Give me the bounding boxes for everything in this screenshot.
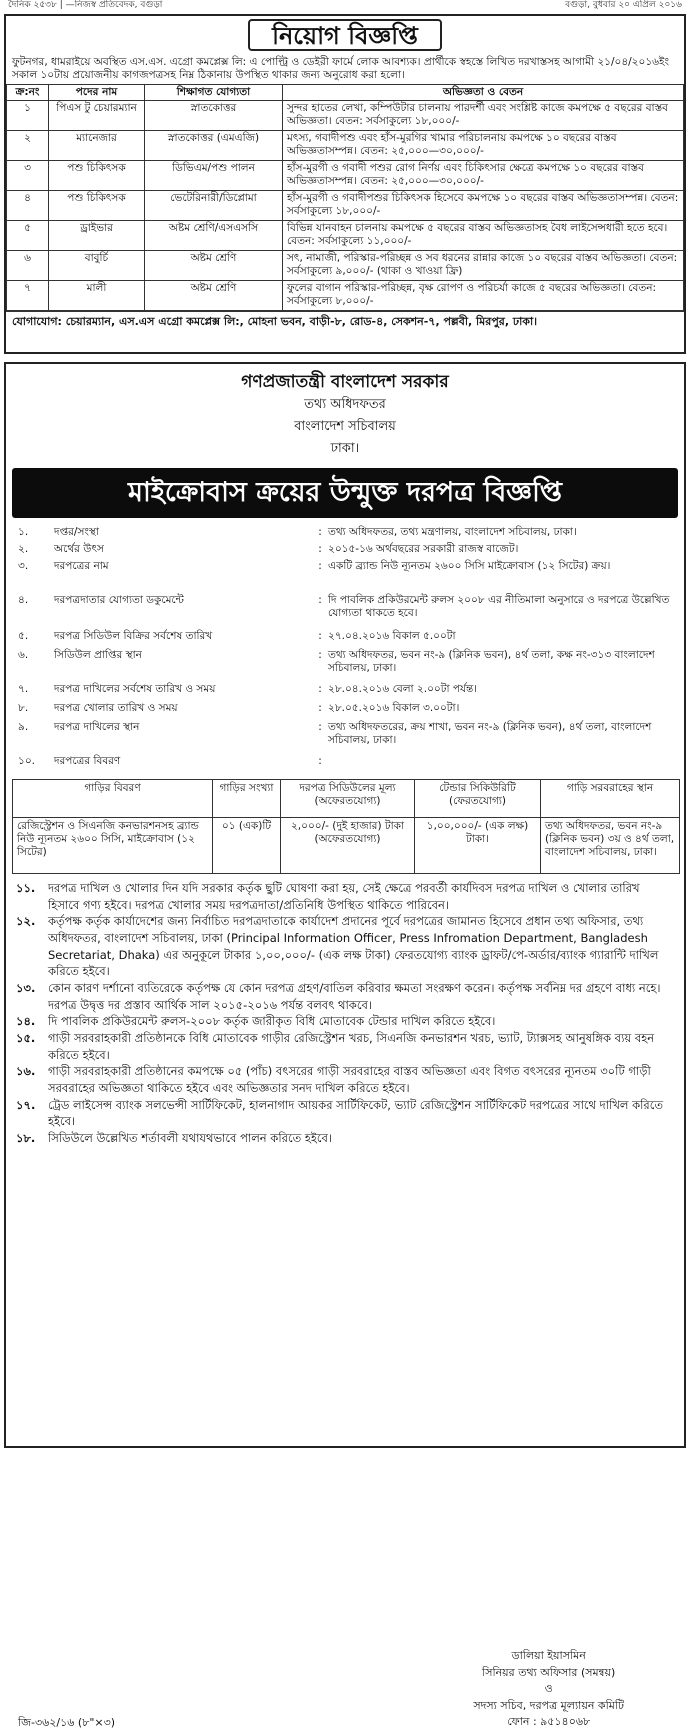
govt-name: গণপ্রজাতন্ত্রী বাংলাদেশ সরকার xyxy=(241,372,449,392)
job-experience: ফুলের বাগান পরিস্কার-পরিচ্ছন্ন, বৃক্ষ রোপণ ও পরিচর্যা কাজে ৫ বছরের অভিজ্ঞতা। বেতন: সর্বসাকুল্যে ৮,০০০/- xyxy=(283,281,684,311)
tender-info-label: দরপত্র দাখিলের স্থান xyxy=(54,721,140,733)
recruitment-title: নিয়োগ বিজ্ঞপ্তি xyxy=(248,19,442,51)
vehicle-header-count: গাড়ির সংখ্যা xyxy=(213,780,281,818)
tender-info-row xyxy=(18,702,672,721)
tender-term-num: ১৭. xyxy=(16,1097,36,1112)
vehicle-header-row xyxy=(13,780,680,818)
job-serial: ২ xyxy=(7,131,49,161)
tender-term-text: গাড়ী সরবরাহকারী প্রতিষ্ঠানকে বিধি মোতাবেক গাড়ীর রেজিস্ট্রেশন খরচ, সিএনজি কনভারশন খরচ, ভ্যাট, ট্যাক্সসহ আনুষঙ্গিক ব্যয় বহন করিতে হইবে। xyxy=(48,1031,655,1062)
jobs-header-qualification: শিক্ষাগত যোগ্যতা xyxy=(145,85,283,101)
top-strip xyxy=(0,0,690,14)
job-post: বাবুর্চি xyxy=(49,251,145,281)
job-qualification: অষ্টম শ্রেণি/এসএসসি xyxy=(145,221,283,251)
tender-info-num: ১. xyxy=(18,526,29,538)
tender-info-row xyxy=(18,721,672,755)
tender-info-row xyxy=(18,630,672,649)
tender-banner: মাইক্রোবাস ক্রয়ের উন্মুক্ত দরপত্র বিজ্ঞপ্তি xyxy=(12,468,678,518)
tender-term-text: ট্রেড লাইসেন্স ব্যাংক সলভেন্সী সার্টিফিকেট, হালনাগাদ আয়কর সার্টিফিকেট, ভ্যাট রেজিস্ট্রেশন সার্টিফিকেট দরপত্রের সাথে দাখিল করিতে হইবে। xyxy=(48,1097,664,1129)
top-strip-left: দৈনিক ২৫৩৮ | —নিজস্ব প্রতিবেদক, বগুড়া xyxy=(8,0,163,10)
job-serial: ৪ xyxy=(7,191,49,221)
tender-info-value xyxy=(328,755,672,775)
tender-term-text: সিডিউলে উল্লেখিত শর্তাবলী যথাযথভাবে পালন করিতে হইবে। xyxy=(48,1131,333,1146)
jobs-row xyxy=(7,161,684,191)
job-post: ড্রাইভার xyxy=(49,221,145,251)
tender-info-label: দপ্তর/সংস্থা xyxy=(54,526,99,538)
tender-info-num: ৯. xyxy=(18,721,29,733)
jobs-row xyxy=(7,251,684,281)
tender-info-colon: : xyxy=(318,683,322,695)
tender-term-text: দি পাবলিক প্রকিউরমেন্ট রুলস-২০০৮ কর্তৃক জারীকৃত বিধি মোতাবেক টেন্ডার দাখিল করিতে হইবে। xyxy=(48,1014,496,1029)
tender-info-num: ৬. xyxy=(18,649,29,661)
tender-info-row xyxy=(18,560,672,594)
job-serial: ৩ xyxy=(7,161,49,191)
tender-info-row xyxy=(18,543,672,560)
tender-info-label: সিডিউল প্রাপ্তির স্থান xyxy=(54,649,142,661)
vehicle-schedule-price: ২,০০০/- (দুই হাজার) টাকা (অফেরতযোগ্য) xyxy=(281,818,415,874)
jobs-row xyxy=(7,131,684,161)
jobs-row xyxy=(7,281,684,311)
tender-info-row xyxy=(18,755,672,775)
jobs-row xyxy=(7,191,684,221)
tender-info-row xyxy=(18,594,672,630)
job-experience: বিভিন্ন যানবাহন চালনায় কমপক্ষে ৫ বছরের বাস্তব অভিজ্ঞতাসহ বৈধ লাইসেন্সধারী হতে হবে। বেতন: সর্বসাকুল্যে ১১,০০০/- xyxy=(283,221,684,251)
tender-info-num: ৩. xyxy=(18,560,29,572)
signatory-name: ডালিয়া ইয়াসমিন xyxy=(511,1649,586,1662)
job-experience: হাঁস-মুরগী ও গবাদী পশুর রোগ নির্ণয় এবং চিকিৎসার ক্ষেত্রে কমপক্ষে ১০ বছরের বাস্তব অভিজ্ঞতাসম্পন্ন। বেতন: ২৫,০০০—৩০,০০০/- xyxy=(283,161,684,191)
tender-info-row xyxy=(18,683,672,702)
jobs-header-row xyxy=(7,85,684,101)
signatory-committee: সদস্য সচিব, দরপত্র মূল্যায়ন কমিটি xyxy=(473,1698,624,1712)
job-experience: সুন্দর হাতের লেখা, কম্পিউটার চালনায় পারদর্শী এবং সংশ্লিষ্ট কাজে কমপক্ষে ৫ বছরের বাস্তব অভিজ্ঞতা। বেতন: সর্বসাকুল্যে ১৮,০০০/- xyxy=(283,101,684,131)
jobs-header-serial: ক্র:নং xyxy=(7,85,49,101)
jobs-body xyxy=(7,101,684,311)
job-serial: ১ xyxy=(7,101,49,131)
vehicle-header-schedule-price: দরপত্র সিডিউলের মূল্য (অফেরতযোগ্য) xyxy=(281,780,415,818)
tender-ad xyxy=(4,362,686,1729)
tender-header xyxy=(6,364,684,468)
signatory-phone: ফোন : ৯৫১৪০৬৮ xyxy=(507,1715,591,1728)
tender-info-value: ২০১৫-১৬ অর্থবছরের সরকারী রাজস্ব বাজেট। xyxy=(328,543,519,555)
tender-info-label: দরপত্র সিডিউল বিক্রির সর্বশেষ তারিখ xyxy=(54,630,213,642)
tender-info-row xyxy=(18,526,672,543)
vehicle-row xyxy=(13,818,680,874)
tender-terms-list xyxy=(6,874,684,1147)
job-post: পশু চিকিৎসক xyxy=(49,161,145,191)
jobs-row xyxy=(7,101,684,131)
tender-term-text: দরপত্র দাখিল ও খোলার দিন যদি সরকার কর্তৃক ছুটি ঘোষণা করা হয়, সেই ক্ষেত্রে পরবর্তী কার্যদিবস দরপত্র দাখিল ও খোলার তারিখ হিসাবে গণ্য হইবে। দরপত্র খোলার সময় দরপত্রদাতা/প্রতিনিধি উপস্থিত থাকিতে পারিবেন। xyxy=(48,881,640,912)
signatory-and: ও xyxy=(544,1682,553,1695)
tender-term-num: ১৬. xyxy=(16,1064,36,1079)
vehicle-header-delivery: গাড়ি সরবরাহের স্থান xyxy=(541,780,680,818)
vehicle-count: ০১ (এক)টি xyxy=(213,818,281,874)
tender-info-num: ৫. xyxy=(18,630,29,642)
tender-info-colon: : xyxy=(318,649,322,661)
recruitment-ad xyxy=(4,14,686,354)
tender-info-colon: : xyxy=(318,630,322,642)
jobs-header-post: পদের নাম xyxy=(49,85,145,101)
city-name: ঢাকা। xyxy=(330,441,360,456)
tender-info-colon: : xyxy=(318,526,322,538)
tender-term xyxy=(16,980,674,1013)
tender-term xyxy=(16,1130,674,1147)
tender-info-list xyxy=(6,518,684,775)
tender-term-text: কোন কারণ দর্শানো ব্যতিরেকে কর্তৃপক্ষ যে কোন দরপত্র গ্রহণ/বাতিল করিবার ক্ষমতা সংরক্ষণ করেন। কর্তৃপক্ষ সর্বনিম্ন দর গ্রহণে বাধ্য নহে। দরপত্র উদ্বৃত্ত দর প্রস্তাব আর্থিক সাল ২০১৫-২০১৬ পর্যন্ত বলবৎ থাকবে। xyxy=(48,981,661,1012)
recruitment-title-wrap xyxy=(6,16,684,54)
job-qualification: স্নাতকোত্তর xyxy=(145,101,283,131)
tender-info-value: দি পাবলিক প্রকিউরমেন্ট রুলস ২০০৮ এর নীতিমালা অনুসারে ও দরপত্রে উল্লেখিত যোগ্যতা থাকতে হবে। xyxy=(328,594,670,620)
tender-term-text: কর্তৃপক্ষ কর্তৃক কার্যাদেশের জন্য নির্বাচিত দরপত্রদাতাকে কার্যাদেশ প্রদানের পূর্বে দরপত্রের জামানত হিসেবে প্রধান তথ্য অফিসার, তথ্য অধিদফতর, বাংলাদেশ সচিবালয়, ঢাকা (Principal Information Officer, Press Infromation Department, Bangladesh Secretariat, Dhaka) এর অনুকূলে টাকার ১,০০,০০০/- (এক লক্ষ টাকা) ফেরতযোগ্য ব্যাংক ড্রাফট/পে-অর্ডার/ব্যাংক গ্যারান্টি দাখিল করিতে হইবে। xyxy=(48,914,659,979)
vehicle-table xyxy=(12,779,680,874)
tender-info-value: একটি ব্র্যান্ড নিউ ন্যূনতম ২৬০০ সিসি মাইক্রোবাস (১২ সিটের) ক্রয়। xyxy=(328,560,611,572)
vehicle-header-security: টেন্ডার সিকিউরিটি (ফেরতযোগ্য) xyxy=(415,780,541,818)
tender-info-value: তথ্য অধিদফতরের, ক্রয় শাখা, ভবন নং-৯ (ক্লিনিক ভবন), ৪র্থ তলা, বাংলাদেশ সচিবালয়, ঢাকা। xyxy=(328,721,652,747)
tender-info-colon: : xyxy=(318,560,322,572)
job-post: পশু চিকিৎসক xyxy=(49,191,145,221)
tender-info-num: ৮. xyxy=(18,702,29,714)
job-serial: ৭ xyxy=(7,281,49,311)
tender-term-num: ১৮. xyxy=(16,1131,36,1146)
job-post: ম্যানেজার xyxy=(49,131,145,161)
vehicle-security: ১,০০,০০০/- (এক লক্ষ) টাকা। xyxy=(415,818,541,874)
jobs-header-experience: অভিজ্ঞতা ও বেতন xyxy=(283,85,684,101)
job-serial: ৬ xyxy=(7,251,49,281)
tender-term-num: ১১. xyxy=(16,881,36,895)
tender-term xyxy=(16,913,674,980)
tender-info-label: দরপত্র খোলার তারিখ ও সময় xyxy=(54,702,178,714)
tender-info-row xyxy=(18,649,672,683)
tender-term-num: ১৩. xyxy=(16,981,36,996)
tender-info-label: দরপত্রের বিবরণ xyxy=(54,755,121,767)
tender-info-value: তথ্য অধিদফতর, তথ্য মন্ত্রণালয়, বাংলাদেশ সচিবালয়, ঢাকা। xyxy=(328,526,577,538)
job-qualification: ডিভিএম/পশু পালন xyxy=(145,161,283,191)
tender-info-colon: : xyxy=(318,543,322,555)
tender-term-num: ১৫. xyxy=(16,1031,36,1046)
tender-term-num: ১৪. xyxy=(16,1014,36,1029)
signatory-title: সিনিয়র তথ্য অফিসার (সমন্বয়) xyxy=(482,1665,616,1679)
tender-info-colon: : xyxy=(318,594,322,606)
recruitment-intro: ফুটনগর, ধামরাইয়ে অবস্থিত এস.এস. এগ্রো কমপ্লেক্স লি: এ পোল্ট্রি ও ডেইরী ফার্মে লোক আবশ্যক। প্রার্থীকে স্বহস্তে লিখিত দরখাস্তসহ আগামী ২১/০৪/২০১৬ইং সকাল ১০টায় প্রয়োজনীয় কাগজপত্রসহ নিম্ন ঠিকানায় উপস্থিত থাকার জন্য অনুরোধ করা হলো। xyxy=(12,56,669,82)
vehicle-header-desc: গাড়ির বিবরণ xyxy=(13,780,213,818)
recruitment-contact: যোগাযোগ: চেয়ারম্যান, এস.এস এগ্রো কমপ্লেক্স লি:, মোহনা ভবন, বাড়ী-৮, রোড-৪, সেকশন-৭, পল্লবী, মিরপুর, ঢাকা। xyxy=(6,311,684,333)
tender-info-num: ৭. xyxy=(18,683,29,695)
vehicle-delivery: তথ্য অধিদফতর, ভবন নং-৯ (ক্লিনিক ভবন) ৩য় ও ৪র্থ তলা, বাংলাদেশ সচিবালয়, ঢাকা। xyxy=(541,818,680,874)
tender-term xyxy=(16,1030,674,1063)
job-post: পিএস টু চেয়ারম্যান xyxy=(49,101,145,131)
job-qualification: অষ্টম শ্রেণি xyxy=(145,281,283,311)
tender-info-value: তথ্য অধিদফতর, ভবন নং-৯ (ক্লিনিক ভবন), ৪র্থ তলা, কক্ষ নং-৩১৩ বাংলাদেশ সচিবালয়, ঢাকা। xyxy=(328,649,655,675)
jobs-row xyxy=(7,221,684,251)
tender-info-num: ৪. xyxy=(18,594,29,606)
tender-term-num: ১২. xyxy=(16,914,36,929)
tender-info-colon: : xyxy=(318,721,322,733)
vehicle-desc: রেজিস্ট্রেশন ও সিএনজি কনভারশনসহ ব্র্যান্ড নিউ ন্যূনতম ২৬০০ সিসি, মাইক্রোবাস (১২ সিটের) xyxy=(13,818,213,874)
tender-term xyxy=(16,1063,674,1096)
tender-info-label: অর্থের উৎস xyxy=(54,543,104,555)
tender-info-label: দরপত্র দাখিলের সর্বশেষ তারিখ ও সময় xyxy=(54,683,216,695)
tender-info-label: দরপত্রদাতার যোগ্যতা ডকুমেন্টে xyxy=(54,594,184,606)
tender-info-colon: : xyxy=(318,702,322,714)
top-strip-right: বগুড়া, বুধবার ২০ এপ্রিল ২০১৬ xyxy=(565,0,682,10)
tender-term xyxy=(16,880,674,913)
tender-info-num: ২. xyxy=(18,543,29,555)
job-experience: হাঁস-মুরগী ও গবাদীপশুর চিকিৎসক হিসেবে কমপক্ষে ১০ বছরের বাস্তব অভিজ্ঞতাসম্পন্ন। বেতন: সর্বসাকুল্যে ১৮,০০০/- xyxy=(283,191,684,221)
tender-info-value: ২৮.০৫.২০১৬ বিকাল ৩.০০টা। xyxy=(328,702,460,714)
tender-term-text: গাড়ী সরবরাহকারী প্রতিষ্ঠানের কমপক্ষে ০৫ (পাঁচ) বৎসরের গাড়ী সরবরাহের বাস্তব অভিজ্ঞতা এবং বিগত বৎসরের ন্যূনতম ৩০টি গাড়ী সরবরাহের অভিজ্ঞতা থাকিতে হইবে এবং অভিজ্ঞতার সনদ দাখিল করিতে হইবে। xyxy=(48,1064,651,1096)
job-qualification: স্নাতকোত্তর (এমএজি) xyxy=(145,131,283,161)
ad-reference: জি-৩৬২/১৬ (৮"×৩) xyxy=(18,1716,116,1729)
department-name: তথ্য অধিদফতর xyxy=(304,397,386,412)
job-qualification: অষ্টম শ্রেণি xyxy=(145,251,283,281)
job-post: মালী xyxy=(49,281,145,311)
tender-info-num: ১০. xyxy=(18,755,35,767)
tender-info-colon: : xyxy=(318,755,322,767)
secretariat-name: বাংলাদেশ সচিবালয় xyxy=(294,419,396,434)
tender-info-value: ২৮.০৪.২০১৬ বেলা ২.০০টা পর্যন্ত। xyxy=(328,683,477,695)
job-experience: মৎস্য, গবাদীপশু এবং হাঁস-মুরগির খামার পরিচালনায় কমপক্ষে ১০ বছরের বাস্তব অভিজ্ঞতাসম্পন্ন। বেতন: ২৫,০০০—৩০,০০০/- xyxy=(283,131,684,161)
tender-info-value: ২৭.০৪.২০১৬ বিকাল ৫.০০টা xyxy=(328,630,456,642)
jobs-table xyxy=(6,84,684,311)
job-serial: ৫ xyxy=(7,221,49,251)
tender-term xyxy=(16,1097,674,1130)
tender-info-label: দরপত্রের নাম xyxy=(54,560,109,572)
tender-term xyxy=(16,1013,674,1030)
job-experience: সৎ, নামাজী, পরিস্কার-পরিচ্ছন্ন ও সব ধরনের রান্নার কাজে ১০ বছরের বাস্তব অভিজ্ঞতা। বেতন: সর্বসাকুল্যে ৯,০০০/- (থাকা ও খাওয়া ফ্রি) xyxy=(283,251,684,281)
job-qualification: ভেটেরিনারী/ডিপ্লোমা xyxy=(145,191,283,221)
signature-block xyxy=(473,1648,624,1731)
